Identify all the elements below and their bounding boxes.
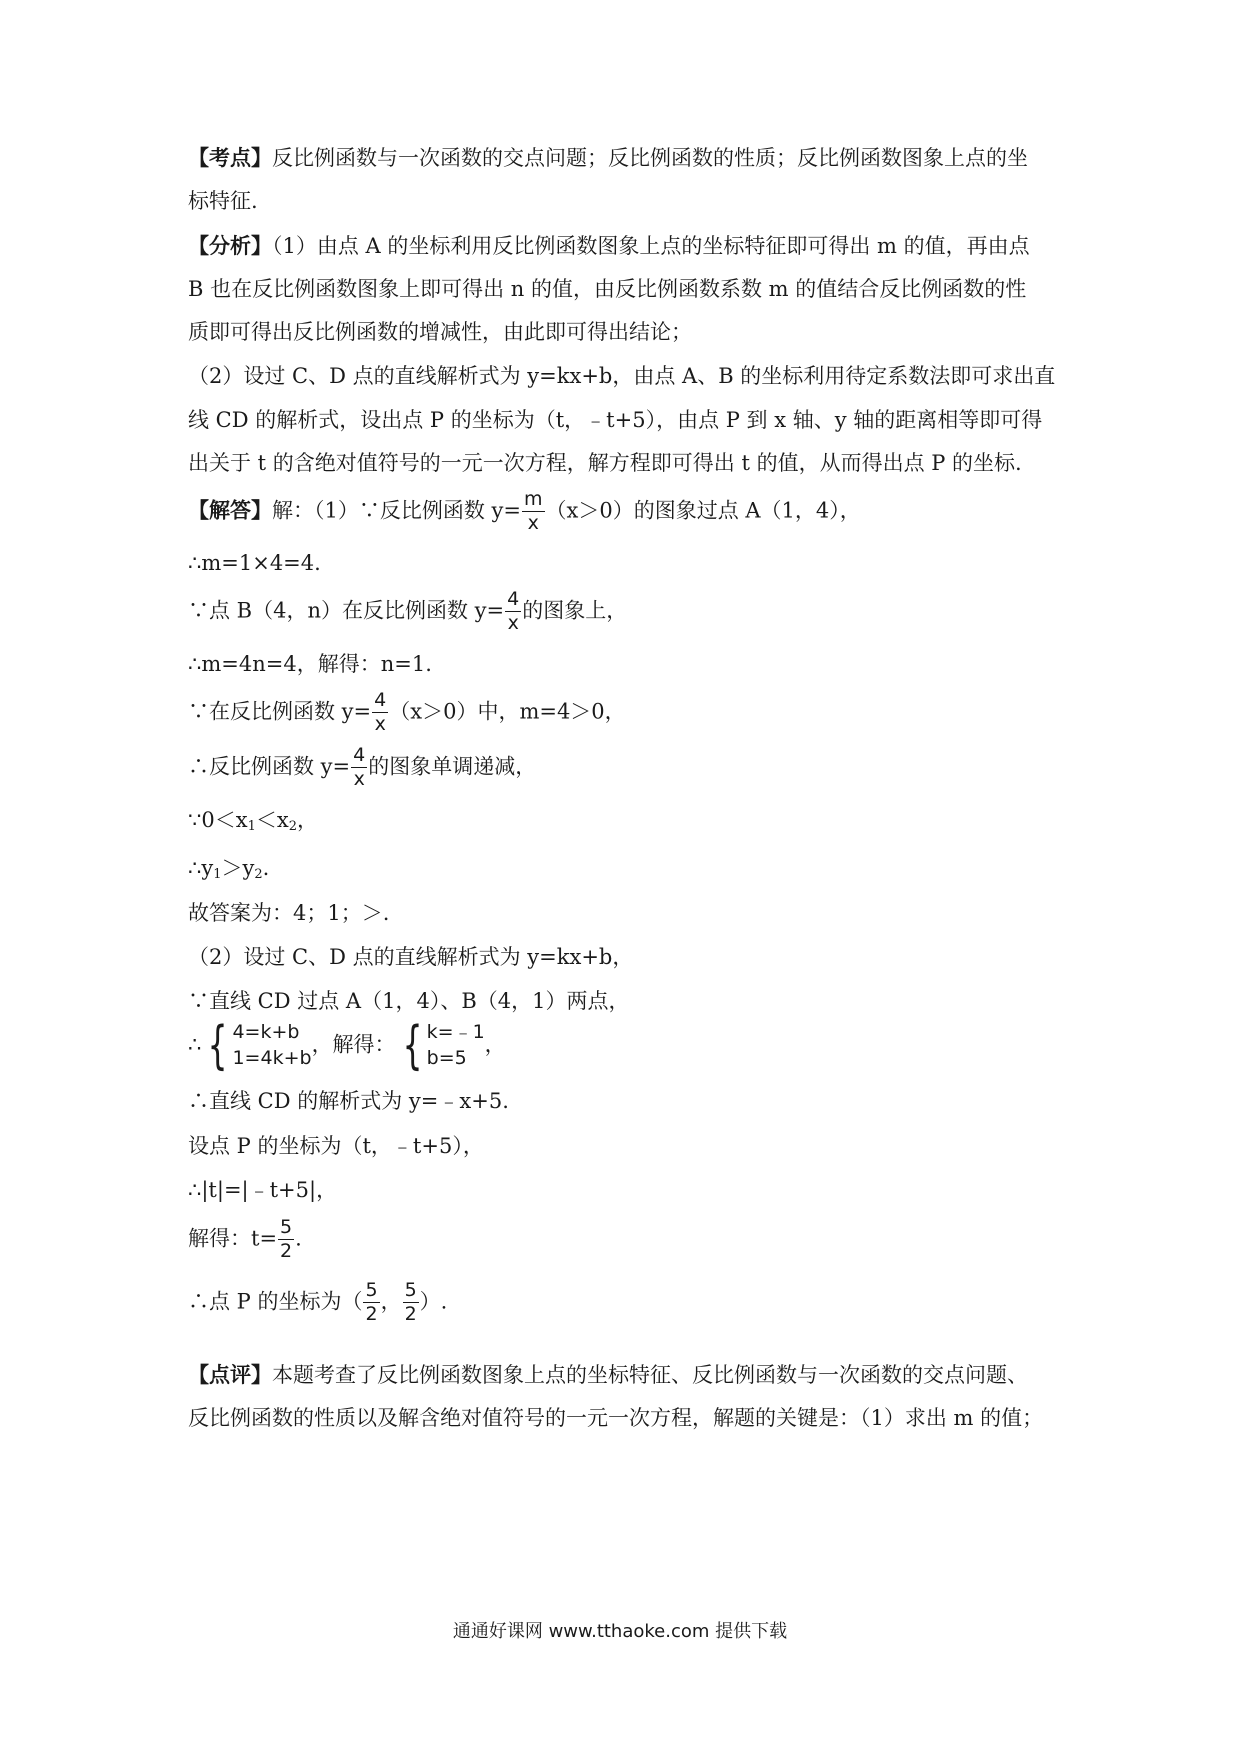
jieda-step-11: ∵直线 CD 过点 A（1，4）、B（4，1）两点，	[188, 989, 630, 1013]
step1-text-b: （x＞0）的图象过点 A（1，4），	[545, 498, 861, 523]
fenxi-line-3: 质即可得出反比例函数的增减性，由此即可得出结论；	[188, 320, 692, 344]
jieda-step-13: ∴直线 CD 的解析式为 y=﹣x+5.	[188, 1089, 509, 1113]
jieda-step-4: ∴m=4n=4，解得：n=1.	[188, 652, 432, 676]
step12-text-a: ∴	[188, 1032, 202, 1057]
fraction-numerator: 4	[374, 689, 387, 711]
fenxi-line-6: 出关于 t 的含绝对值符号的一元一次方程，解方程即可得出 t 的值，从而得出点 P 的坐标.	[188, 451, 1022, 475]
fraction-m-over-x	[522, 490, 545, 534]
step17-text-a: ∴点 P 的坐标为（	[188, 1289, 363, 1314]
step16-text-a: 解得：t=	[188, 1226, 278, 1251]
fraction-numerator: 5	[404, 1279, 417, 1301]
fenxi-line-5: 线 CD 的解析式，设出点 P 的坐标为（t，﹣t+5），由点 P 到 x 轴、y 轴的距离相等即可得	[188, 408, 1043, 432]
step12-text-c: ，	[484, 1032, 506, 1057]
step17-separator: ，	[380, 1289, 402, 1314]
jieda-step-12	[188, 1016, 506, 1076]
fenxi-line-2: B 也在反比例函数图象上即可得出 n 的值，由反比例函数系数 m 的值结合反比例函数的性	[188, 277, 1027, 301]
fraction-numerator: m	[524, 488, 543, 510]
fraction-4-over-x	[505, 590, 521, 634]
fraction-denominator: x	[374, 712, 386, 735]
step6-text-a: ∴反比例函数 y=	[188, 754, 351, 779]
solution-system	[396, 1016, 485, 1076]
fraction-denominator: x	[353, 767, 365, 790]
step17-text-b: ）.	[419, 1289, 448, 1314]
subscript: 2	[288, 819, 297, 834]
step6-text-b: 的图象单调递减，	[368, 754, 537, 779]
step7-text-b: ＜x	[255, 808, 289, 832]
dianping-tag: 【点评】	[188, 1362, 272, 1387]
kaodian-line-2: 标特征.	[188, 189, 258, 213]
step7-text-c: ，	[296, 808, 318, 832]
step12-text-b: ，解得：	[311, 1032, 396, 1057]
jieda-step-10: （2）设过 C、D 点的直线解析式为 y=kx+b，	[188, 945, 634, 969]
step8-text-b: ＞y	[221, 856, 255, 880]
kaodian-line-1	[188, 147, 1028, 169]
fenxi-text-1: （1）由点 A 的坐标利用反比例函数图象上点的坐标特征即可得出 m 的值，再由点	[272, 234, 1030, 258]
page-footer: 通通好课网 www.tthaoke.com 提供下载	[452, 1621, 788, 1642]
subscript: 1	[213, 867, 222, 882]
step5-text-a: ∵在反比例函数 y=	[188, 699, 372, 724]
jieda-step-1	[188, 490, 861, 534]
fraction-numerator: 5	[365, 1279, 378, 1301]
step1-text-a: 解：（1）∵反比例函数 y=	[272, 498, 521, 523]
subscript: 2	[254, 867, 263, 882]
jieda-step-9: 故答案为：4；1；＞.	[188, 901, 390, 925]
fraction-numerator: 4	[353, 744, 366, 766]
left-brace-icon: {	[402, 1016, 423, 1076]
fenxi-tag: 【分析】	[188, 233, 272, 258]
fraction-denominator: 2	[280, 1239, 293, 1262]
fraction-numerator: 5	[280, 1216, 293, 1238]
equation-row-1: 4=k+b	[232, 1021, 300, 1044]
fraction-4-over-x	[351, 746, 367, 790]
equation-system	[201, 1016, 312, 1076]
left-brace-icon: {	[207, 1016, 228, 1076]
kaodian-tag: 【考点】	[188, 145, 272, 170]
solution-row-1: k=﹣1	[426, 1021, 485, 1044]
jieda-step-5	[188, 691, 626, 735]
jieda-step-16	[188, 1218, 302, 1262]
jieda-step-14: 设点 P 的坐标为（t，﹣t+5），	[188, 1134, 484, 1158]
jieda-step-17	[188, 1281, 447, 1325]
dianping-text-1: 本题考查了反比例函数图象上点的坐标特征、反比例函数与一次函数的交点问题、	[272, 1363, 1028, 1387]
subscript: 1	[247, 819, 256, 834]
fenxi-line-1	[188, 235, 1030, 257]
step8-text-c: .	[262, 856, 270, 880]
fenxi-line-4: （2）设过 C、D 点的直线解析式为 y=kx+b，由点 A、B 的坐标利用待定系数法即可求出直	[188, 364, 1056, 388]
fraction-numerator: 4	[507, 588, 520, 610]
dianping-line-2: 反比例函数的性质以及解含绝对值符号的一元一次方程，解题的关键是：（1）求出 m 的值；	[188, 1406, 1044, 1430]
fraction-4-over-x	[372, 691, 388, 735]
fraction-5-over-2	[403, 1281, 419, 1325]
jieda-step-6	[188, 746, 536, 790]
jieda-step-7	[188, 810, 318, 833]
step5-text-b: （x＞0）中，m=4＞0，	[389, 699, 626, 724]
solution-row-2: b=5	[426, 1047, 467, 1069]
fraction-denominator: x	[507, 611, 519, 634]
jieda-step-8	[188, 858, 269, 881]
fraction-denominator: 2	[404, 1302, 417, 1325]
fraction-denominator: 2	[365, 1302, 378, 1325]
jieda-tag: 【解答】	[188, 497, 272, 523]
step3-text-b: 的图象上，	[522, 598, 628, 623]
jieda-step-3	[188, 590, 627, 634]
fraction-5-over-2	[278, 1218, 294, 1262]
fraction-5-over-2	[363, 1281, 379, 1325]
equation-row-2: 1=4k+b	[232, 1047, 312, 1069]
step7-text-a: ∵0＜x	[188, 808, 248, 832]
step3-text-a: ∵点 B（4，n）在反比例函数 y=	[188, 598, 505, 623]
step8-text-a: ∴y	[188, 856, 214, 880]
kaodian-text-1: 反比例函数与一次函数的交点问题；反比例函数的性质；反比例函数图象上点的坐	[272, 146, 1028, 170]
dianping-line-1	[188, 1364, 1028, 1386]
jieda-step-2: ∴m=1×4=4.	[188, 551, 321, 575]
fraction-denominator: x	[527, 511, 539, 534]
jieda-step-15: ∴|t|=|﹣t+5|，	[188, 1178, 338, 1202]
step16-text-b: .	[295, 1226, 302, 1251]
